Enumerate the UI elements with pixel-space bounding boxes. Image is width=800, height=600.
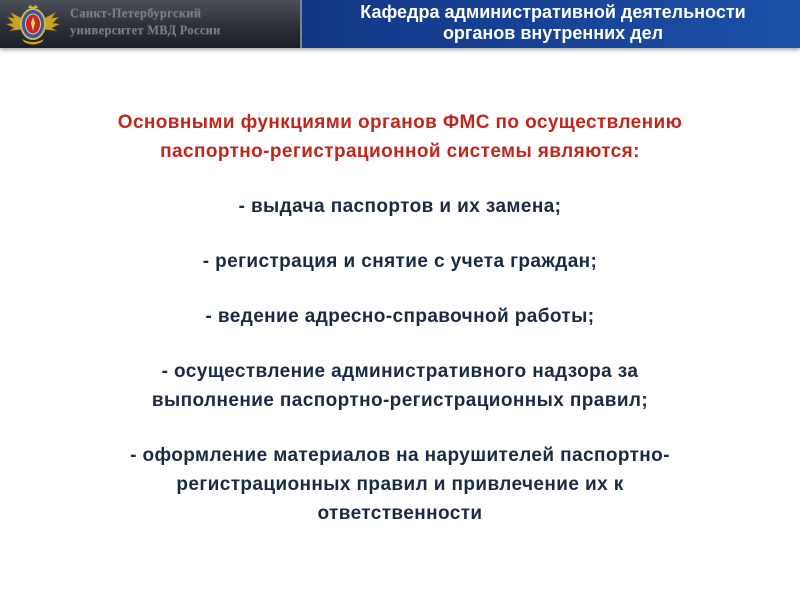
university-block xyxy=(0,0,302,48)
department-title xyxy=(312,2,794,44)
list-item-line: ответственности xyxy=(317,503,483,524)
department-title-line-1: Кафедра административной деятельности xyxy=(360,2,746,22)
university-name-line-1: Санкт-Петербургский xyxy=(70,6,202,20)
list-item-line: - оформление материалов на нарушителей паспортно- xyxy=(130,445,670,466)
list-item-line: - ведение адресно-справочной работы; xyxy=(205,306,595,327)
list-item xyxy=(30,357,770,415)
slide-heading xyxy=(30,108,770,166)
list-item xyxy=(30,302,770,331)
list-item xyxy=(30,192,770,221)
university-name-line-2: университет МВД России xyxy=(70,23,221,37)
list-item-line: выполнение паспортно-регистрационных правил; xyxy=(151,390,649,411)
list-item xyxy=(30,247,770,276)
slide-heading-line-2: паспортно-регистрационной системы являются: xyxy=(160,141,640,162)
slide-content xyxy=(30,108,770,554)
list-item-line: - регистрация и снятие с учета граждан; xyxy=(202,251,598,272)
university-emblem-icon xyxy=(4,2,62,46)
header-bar xyxy=(0,0,800,48)
list-item xyxy=(30,441,770,528)
list-item-line: - осуществление административного надзора за xyxy=(161,361,639,382)
slide-heading-line-1: Основными функциями органов ФМС по осуществлению xyxy=(117,112,683,133)
university-name xyxy=(70,5,295,39)
department-title-line-2: органов внутренних дел xyxy=(442,23,664,43)
list-item-line: - выдача паспортов и их замена; xyxy=(238,196,562,217)
list-item-line: регистрационных правил и привлечение их к xyxy=(176,474,624,495)
